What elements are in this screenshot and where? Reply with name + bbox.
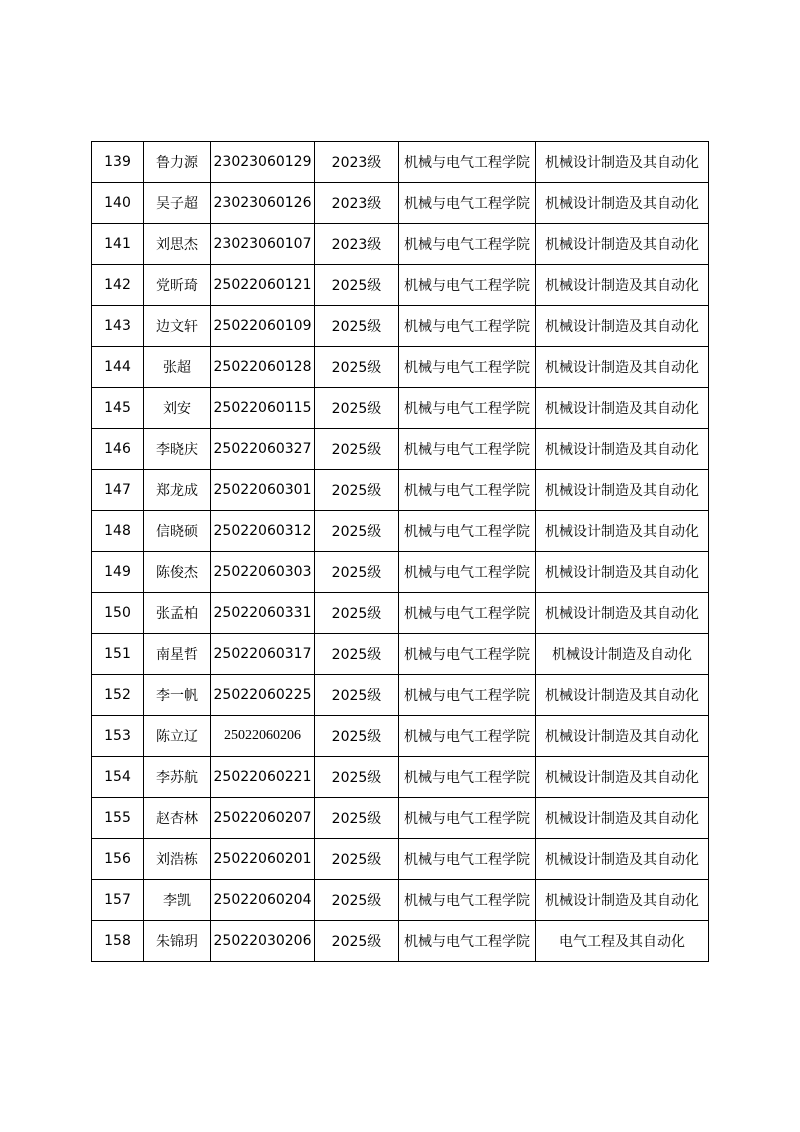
student-name: 陈立辽 xyxy=(144,716,211,757)
student-id: 25022060115 xyxy=(211,388,315,429)
table-row xyxy=(92,798,709,839)
major-name: 机械设计制造及自动化 xyxy=(536,634,709,675)
student-name: 李苏航 xyxy=(144,757,211,798)
student-id: 25022060207 xyxy=(211,798,315,839)
table-row xyxy=(92,265,709,306)
table-row xyxy=(92,839,709,880)
row-number: 147 xyxy=(92,470,144,511)
grade-year: 2025级 xyxy=(315,839,399,880)
grade-year: 2025级 xyxy=(315,388,399,429)
table-row xyxy=(92,224,709,265)
student-id: 25022060301 xyxy=(211,470,315,511)
student-id: 23023060126 xyxy=(211,183,315,224)
grade-year: 2025级 xyxy=(315,593,399,634)
major-name: 机械设计制造及其自动化 xyxy=(536,183,709,224)
student-name: 刘思杰 xyxy=(144,224,211,265)
student-id: 25022030206 xyxy=(211,921,315,962)
college-name: 机械与电气工程学院 xyxy=(399,388,536,429)
student-roster-body xyxy=(92,142,709,962)
college-name: 机械与电气工程学院 xyxy=(399,183,536,224)
student-id: 25022060221 xyxy=(211,757,315,798)
table-row xyxy=(92,142,709,183)
grade-year: 2023级 xyxy=(315,142,399,183)
row-number: 155 xyxy=(92,798,144,839)
student-id: 25022060121 xyxy=(211,265,315,306)
row-number: 149 xyxy=(92,552,144,593)
grade-year: 2025级 xyxy=(315,429,399,470)
grade-year: 2025级 xyxy=(315,306,399,347)
student-roster-table xyxy=(91,141,709,962)
row-number: 157 xyxy=(92,880,144,921)
student-id: 25022060204 xyxy=(211,880,315,921)
table-row xyxy=(92,757,709,798)
grade-year: 2025级 xyxy=(315,798,399,839)
major-name: 机械设计制造及其自动化 xyxy=(536,429,709,470)
student-id: 25022060201 xyxy=(211,839,315,880)
table-row xyxy=(92,634,709,675)
row-number: 144 xyxy=(92,347,144,388)
college-name: 机械与电气工程学院 xyxy=(399,716,536,757)
college-name: 机械与电气工程学院 xyxy=(399,306,536,347)
college-name: 机械与电气工程学院 xyxy=(399,224,536,265)
table-row xyxy=(92,552,709,593)
row-number: 153 xyxy=(92,716,144,757)
grade-year: 2025级 xyxy=(315,552,399,593)
major-name: 机械设计制造及其自动化 xyxy=(536,798,709,839)
table-row xyxy=(92,429,709,470)
grade-year: 2025级 xyxy=(315,921,399,962)
college-name: 机械与电气工程学院 xyxy=(399,347,536,388)
grade-year: 2023级 xyxy=(315,183,399,224)
row-number: 140 xyxy=(92,183,144,224)
major-name: 机械设计制造及其自动化 xyxy=(536,675,709,716)
student-id: 25022060303 xyxy=(211,552,315,593)
row-number: 139 xyxy=(92,142,144,183)
grade-year: 2025级 xyxy=(315,511,399,552)
grade-year: 2025级 xyxy=(315,265,399,306)
major-name: 机械设计制造及其自动化 xyxy=(536,224,709,265)
major-name: 机械设计制造及其自动化 xyxy=(536,511,709,552)
major-name: 机械设计制造及其自动化 xyxy=(536,839,709,880)
row-number: 145 xyxy=(92,388,144,429)
row-number: 143 xyxy=(92,306,144,347)
table-row xyxy=(92,306,709,347)
college-name: 机械与电气工程学院 xyxy=(399,798,536,839)
major-name: 机械设计制造及其自动化 xyxy=(536,593,709,634)
college-name: 机械与电气工程学院 xyxy=(399,757,536,798)
grade-year: 2023级 xyxy=(315,224,399,265)
college-name: 机械与电气工程学院 xyxy=(399,880,536,921)
grade-year: 2025级 xyxy=(315,880,399,921)
student-id: 23023060107 xyxy=(211,224,315,265)
major-name: 机械设计制造及其自动化 xyxy=(536,142,709,183)
student-name: 李一帆 xyxy=(144,675,211,716)
grade-year: 2025级 xyxy=(315,716,399,757)
student-name: 朱锦玥 xyxy=(144,921,211,962)
major-name: 机械设计制造及其自动化 xyxy=(536,388,709,429)
student-name: 边文轩 xyxy=(144,306,211,347)
student-name: 刘安 xyxy=(144,388,211,429)
student-name: 郑龙成 xyxy=(144,470,211,511)
student-id: 25022060128 xyxy=(211,347,315,388)
college-name: 机械与电气工程学院 xyxy=(399,839,536,880)
major-name: 机械设计制造及其自动化 xyxy=(536,552,709,593)
row-number: 158 xyxy=(92,921,144,962)
student-id: 23023060129 xyxy=(211,142,315,183)
student-id: 25022060225 xyxy=(211,675,315,716)
major-name: 机械设计制造及其自动化 xyxy=(536,265,709,306)
student-name: 鲁力源 xyxy=(144,142,211,183)
table-row xyxy=(92,921,709,962)
row-number: 148 xyxy=(92,511,144,552)
table-row xyxy=(92,183,709,224)
student-name: 张孟柏 xyxy=(144,593,211,634)
row-number: 150 xyxy=(92,593,144,634)
row-number: 142 xyxy=(92,265,144,306)
student-name: 党昕琦 xyxy=(144,265,211,306)
row-number: 156 xyxy=(92,839,144,880)
table-row xyxy=(92,347,709,388)
grade-year: 2025级 xyxy=(315,675,399,716)
college-name: 机械与电气工程学院 xyxy=(399,429,536,470)
student-id: 25022060109 xyxy=(211,306,315,347)
row-number: 146 xyxy=(92,429,144,470)
table-row xyxy=(92,388,709,429)
row-number: 154 xyxy=(92,757,144,798)
table-row xyxy=(92,880,709,921)
student-name: 信晓硕 xyxy=(144,511,211,552)
major-name: 机械设计制造及其自动化 xyxy=(536,347,709,388)
grade-year: 2025级 xyxy=(315,347,399,388)
student-name: 南星哲 xyxy=(144,634,211,675)
row-number: 141 xyxy=(92,224,144,265)
table-row xyxy=(92,716,709,757)
major-name: 机械设计制造及其自动化 xyxy=(536,716,709,757)
college-name: 机械与电气工程学院 xyxy=(399,142,536,183)
college-name: 机械与电气工程学院 xyxy=(399,552,536,593)
student-id: 25022060331 xyxy=(211,593,315,634)
row-number: 151 xyxy=(92,634,144,675)
table-row xyxy=(92,675,709,716)
student-name: 吴子超 xyxy=(144,183,211,224)
major-name: 机械设计制造及其自动化 xyxy=(536,880,709,921)
student-name: 李晓庆 xyxy=(144,429,211,470)
major-name: 机械设计制造及其自动化 xyxy=(536,470,709,511)
college-name: 机械与电气工程学院 xyxy=(399,511,536,552)
college-name: 机械与电气工程学院 xyxy=(399,265,536,306)
student-id: 25022060327 xyxy=(211,429,315,470)
student-name: 张超 xyxy=(144,347,211,388)
college-name: 机械与电气工程学院 xyxy=(399,593,536,634)
major-name: 电气工程及其自动化 xyxy=(536,921,709,962)
college-name: 机械与电气工程学院 xyxy=(399,921,536,962)
grade-year: 2025级 xyxy=(315,634,399,675)
table-row xyxy=(92,470,709,511)
college-name: 机械与电气工程学院 xyxy=(399,470,536,511)
table-row xyxy=(92,511,709,552)
college-name: 机械与电气工程学院 xyxy=(399,675,536,716)
student-name: 李凯 xyxy=(144,880,211,921)
college-name: 机械与电气工程学院 xyxy=(399,634,536,675)
student-id: 25022060317 xyxy=(211,634,315,675)
student-id: 25022060206 xyxy=(211,716,315,757)
grade-year: 2025级 xyxy=(315,757,399,798)
row-number: 152 xyxy=(92,675,144,716)
student-name: 陈俊杰 xyxy=(144,552,211,593)
student-id: 25022060312 xyxy=(211,511,315,552)
table-row xyxy=(92,593,709,634)
major-name: 机械设计制造及其自动化 xyxy=(536,306,709,347)
major-name: 机械设计制造及其自动化 xyxy=(536,757,709,798)
student-name: 赵杏林 xyxy=(144,798,211,839)
student-name: 刘浩栋 xyxy=(144,839,211,880)
grade-year: 2025级 xyxy=(315,470,399,511)
